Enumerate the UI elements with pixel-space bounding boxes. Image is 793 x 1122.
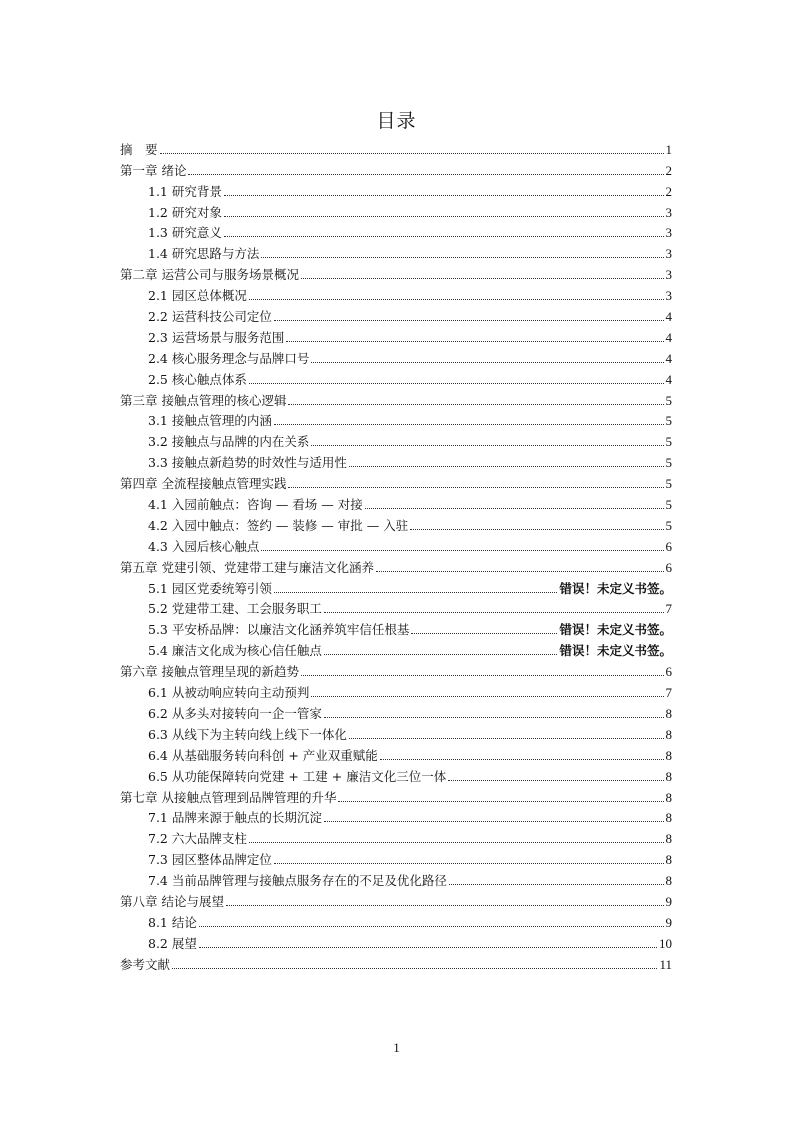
toc-title: 目录 xyxy=(376,110,417,132)
toc-leader-dots xyxy=(226,904,664,906)
toc-entry-page: 8 xyxy=(665,726,672,742)
toc-leader-dots xyxy=(324,611,664,613)
toc-leader-dots xyxy=(288,486,663,488)
toc-leader-dots xyxy=(301,674,664,676)
toc-entry[interactable] xyxy=(120,700,672,721)
toc-leader-dots xyxy=(249,841,664,843)
toc-entry-page: 8 xyxy=(665,873,672,889)
toc-entry-page: 6 xyxy=(665,559,672,575)
toc-entry-page: 6 xyxy=(665,664,672,680)
toc-entry[interactable] xyxy=(120,261,672,282)
toc-entry[interactable] xyxy=(120,282,672,303)
toc-entry-page: 8 xyxy=(665,810,672,826)
toc-entry-title: 第五章 党建引领、党建带工建与廉洁文化涵养 xyxy=(120,559,374,575)
toc-entry[interactable] xyxy=(120,240,672,261)
toc-entry[interactable] xyxy=(120,763,672,784)
toc-entry-page: 10 xyxy=(659,935,672,951)
toc-entry[interactable] xyxy=(120,303,672,324)
toc-entry[interactable] xyxy=(120,554,672,575)
toc-entry-title: 7.4 当前品牌管理与接触点服务存在的不足及优化路径 xyxy=(148,873,447,889)
toc-entry-page: 5 xyxy=(665,434,672,450)
toc-entry-page: 8 xyxy=(665,852,672,868)
toc-leader-dots xyxy=(274,319,664,321)
toc-entry[interactable] xyxy=(120,596,672,617)
toc-leader-dots xyxy=(160,152,664,154)
toc-leader-dots xyxy=(410,528,663,530)
toc-entry-title: 第七章 从接触点管理到品牌管理的升华 xyxy=(120,789,337,805)
toc-entry[interactable] xyxy=(120,951,672,972)
toc-entry-title: 1.3 研究意义 xyxy=(148,225,222,241)
toc-entry[interactable] xyxy=(120,345,672,366)
toc-entry[interactable] xyxy=(120,575,672,596)
toc-entry-title: 摘 要 xyxy=(120,141,158,157)
toc-entry-title: 5.1 园区党委统筹引领 xyxy=(148,580,272,596)
toc-leader-dots xyxy=(274,862,664,864)
toc-entry-page: 2 xyxy=(665,162,672,178)
toc-leader-dots xyxy=(324,716,664,718)
toc-entry[interactable] xyxy=(120,867,672,888)
toc-entry-title: 8.2 展望 xyxy=(148,935,197,951)
toc-entry-title: 3.2 接触点与品牌的内在关系 xyxy=(148,434,310,450)
toc-entry-title: 4.1 入园前触点：咨询 — 看场 — 对接 xyxy=(148,497,363,513)
toc-entry[interactable] xyxy=(120,178,672,199)
toc-entry-title: 3.3 接触点新趋势的时效性与适用性 xyxy=(148,455,347,471)
toc-leader-dots xyxy=(261,256,663,258)
toc-leader-dots xyxy=(449,883,664,885)
toc-entry-page: 7 xyxy=(665,685,672,701)
toc-entry-title: 第八章 结论与展望 xyxy=(120,893,224,909)
toc-entry-page: 2 xyxy=(665,183,672,199)
toc-entry[interactable] xyxy=(120,533,672,554)
toc-leader-dots xyxy=(324,653,558,655)
toc-leader-dots xyxy=(324,820,664,822)
toc-entry-title: 第三章 接触点管理的核心逻辑 xyxy=(120,392,287,408)
toc-entry-page: 5 xyxy=(665,517,672,533)
toc-leader-dots xyxy=(188,173,663,175)
toc-leader-dots xyxy=(365,507,664,509)
toc-entry-page: 4 xyxy=(665,329,672,345)
toc-leader-dots xyxy=(286,340,663,342)
toc-entry[interactable] xyxy=(120,324,672,345)
toc-entry[interactable] xyxy=(120,408,672,429)
toc-entry-page: 5 xyxy=(665,497,672,513)
toc-entry-title: 2.3 运营场景与服务范围 xyxy=(148,329,285,345)
toc-leader-dots xyxy=(199,925,664,927)
toc-entry-page: 3 xyxy=(665,288,672,304)
toc-entry[interactable] xyxy=(120,805,672,826)
toc-entry-title: 1.2 研究对象 xyxy=(148,204,222,220)
toc-entry-page: 8 xyxy=(665,831,672,847)
toc-leader-dots xyxy=(448,779,663,781)
toc-entry-title: 参考文献 xyxy=(120,956,171,972)
toc-leader-dots xyxy=(224,235,664,237)
toc-entry-title: 6.5 从功能保障转向党建 + 工建 + 廉洁文化三位一体 xyxy=(148,768,447,784)
toc-entry-page: 8 xyxy=(665,747,672,763)
toc-entry[interactable] xyxy=(120,449,672,470)
toc-entry-title: 第六章 接触点管理呈现的新趋势 xyxy=(120,664,299,680)
toc-entry-page: 3 xyxy=(665,225,672,241)
toc-entry-page: 9 xyxy=(665,893,672,909)
toc-entry-title: 5.2 党建带工建、工会服务职工 xyxy=(148,601,322,617)
toc-entry-page: 4 xyxy=(665,350,672,366)
toc-entry-page: 8 xyxy=(665,768,672,784)
toc-entry-error: 错误！未定义书签。 xyxy=(559,643,672,659)
toc-entry-title: 第二章 运营公司与服务场景概况 xyxy=(120,267,299,283)
toc-entry-title: 第四章 全流程接触点管理实践 xyxy=(120,476,287,492)
toc-entry-page: 7 xyxy=(665,601,672,617)
toc-entry-title: 6.3 从线下为主转向线上线下一体化 xyxy=(148,726,347,742)
toc-entry-title: 6.2 从多头对接转向一企一管家 xyxy=(148,705,322,721)
toc-leader-dots xyxy=(311,444,663,446)
toc-entry-error: 错误！未定义书签。 xyxy=(559,622,672,638)
toc-entry[interactable] xyxy=(120,157,672,178)
toc-entry-title: 7.2 六大品牌支柱 xyxy=(148,831,247,847)
toc-entry-page: 8 xyxy=(665,705,672,721)
toc-entry-page: 6 xyxy=(665,538,672,554)
toc-leader-dots xyxy=(172,967,657,969)
toc-entry[interactable] xyxy=(120,658,672,679)
toc-entry[interactable] xyxy=(120,742,672,763)
toc-entry-page: 8 xyxy=(665,789,672,805)
toc-entry-title: 2.1 园区总体概况 xyxy=(148,288,247,304)
toc-entry-page: 4 xyxy=(665,371,672,387)
toc-entry-title: 2.2 运营科技公司定位 xyxy=(148,309,272,325)
toc-entry-title: 6.4 从基础服务转向科创 + 产业双重赋能 xyxy=(148,747,378,763)
toc-entry-title: 1.4 研究思路与方法 xyxy=(148,246,260,262)
table-of-contents xyxy=(120,136,672,972)
toc-leader-dots xyxy=(224,215,664,217)
toc-entry-title: 4.3 入园后核心触点 xyxy=(148,538,260,554)
toc-entry[interactable] xyxy=(120,512,672,533)
toc-leader-dots xyxy=(274,423,664,425)
toc-entry-title: 4.2 入园中触点：签约 — 装修 — 审批 — 入驻 xyxy=(148,517,409,533)
toc-leader-dots xyxy=(380,758,664,760)
toc-entry[interactable] xyxy=(120,909,672,930)
toc-entry-title: 1.1 研究背景 xyxy=(148,183,222,199)
toc-leader-dots xyxy=(349,465,664,467)
toc-entry-title: 2.5 核心触点体系 xyxy=(148,371,247,387)
toc-entry-title: 2.4 核心服务理念与品牌口号 xyxy=(148,350,310,366)
toc-entry-title: 5.4 廉洁文化成为核心信任触点 xyxy=(148,643,322,659)
toc-leader-dots xyxy=(199,946,657,948)
toc-entry-title: 3.1 接触点管理的内涵 xyxy=(148,413,272,429)
toc-leader-dots xyxy=(249,298,664,300)
toc-entry-title: 8.1 结论 xyxy=(148,914,197,930)
toc-entry-title: 5.3 平安桥品牌：以廉洁文化涵养筑牢信任根基 xyxy=(148,622,410,638)
toc-entry-page: 3 xyxy=(665,267,672,283)
toc-entry[interactable] xyxy=(120,888,672,909)
toc-entry[interactable] xyxy=(120,387,672,408)
toc-entry-page: 5 xyxy=(665,476,672,492)
toc-entry[interactable] xyxy=(120,637,672,658)
toc-leader-dots xyxy=(311,361,663,363)
toc-leader-dots xyxy=(224,194,664,196)
toc-entry[interactable] xyxy=(120,491,672,512)
toc-entry[interactable] xyxy=(120,784,672,805)
toc-leader-dots xyxy=(301,277,664,279)
toc-entry[interactable] xyxy=(120,846,672,867)
toc-entry[interactable] xyxy=(120,470,672,491)
toc-entry-page: 11 xyxy=(659,956,672,972)
toc-leader-dots xyxy=(338,800,663,802)
toc-leader-dots xyxy=(288,403,663,405)
toc-leader-dots xyxy=(411,632,557,634)
toc-entry-page: 3 xyxy=(665,246,672,262)
toc-entry[interactable] xyxy=(120,199,672,220)
toc-entry-page: 5 xyxy=(665,413,672,429)
toc-leader-dots xyxy=(349,737,664,739)
toc-entry[interactable] xyxy=(120,220,672,241)
toc-entry[interactable] xyxy=(120,136,672,157)
toc-entry-page: 5 xyxy=(665,392,672,408)
toc-entry-page: 5 xyxy=(665,455,672,471)
toc-entry-error: 错误！未定义书签。 xyxy=(559,580,672,596)
toc-entry[interactable] xyxy=(120,825,672,846)
toc-entry[interactable] xyxy=(120,679,672,700)
toc-entry-title: 第一章 绪论 xyxy=(120,162,187,178)
toc-entry-page: 9 xyxy=(665,914,672,930)
toc-entry[interactable] xyxy=(120,428,672,449)
toc-entry[interactable] xyxy=(120,721,672,742)
toc-leader-dots xyxy=(376,570,664,572)
page-number: 1 xyxy=(393,1040,400,1055)
toc-leader-dots xyxy=(311,695,663,697)
toc-leader-dots xyxy=(261,549,663,551)
toc-entry[interactable] xyxy=(120,930,672,951)
toc-entry-page: 1 xyxy=(665,141,672,157)
toc-entry-title: 7.1 品牌来源于触点的长期沉淀 xyxy=(148,810,322,826)
toc-entry-title: 7.3 园区整体品牌定位 xyxy=(148,852,272,868)
toc-entry-page: 4 xyxy=(665,309,672,325)
toc-leader-dots xyxy=(249,382,664,384)
toc-entry[interactable] xyxy=(120,616,672,637)
toc-entry[interactable] xyxy=(120,366,672,387)
toc-leader-dots xyxy=(274,591,558,593)
toc-entry-page: 3 xyxy=(665,204,672,220)
toc-entry-title: 6.1 从被动响应转向主动预判 xyxy=(148,685,310,701)
